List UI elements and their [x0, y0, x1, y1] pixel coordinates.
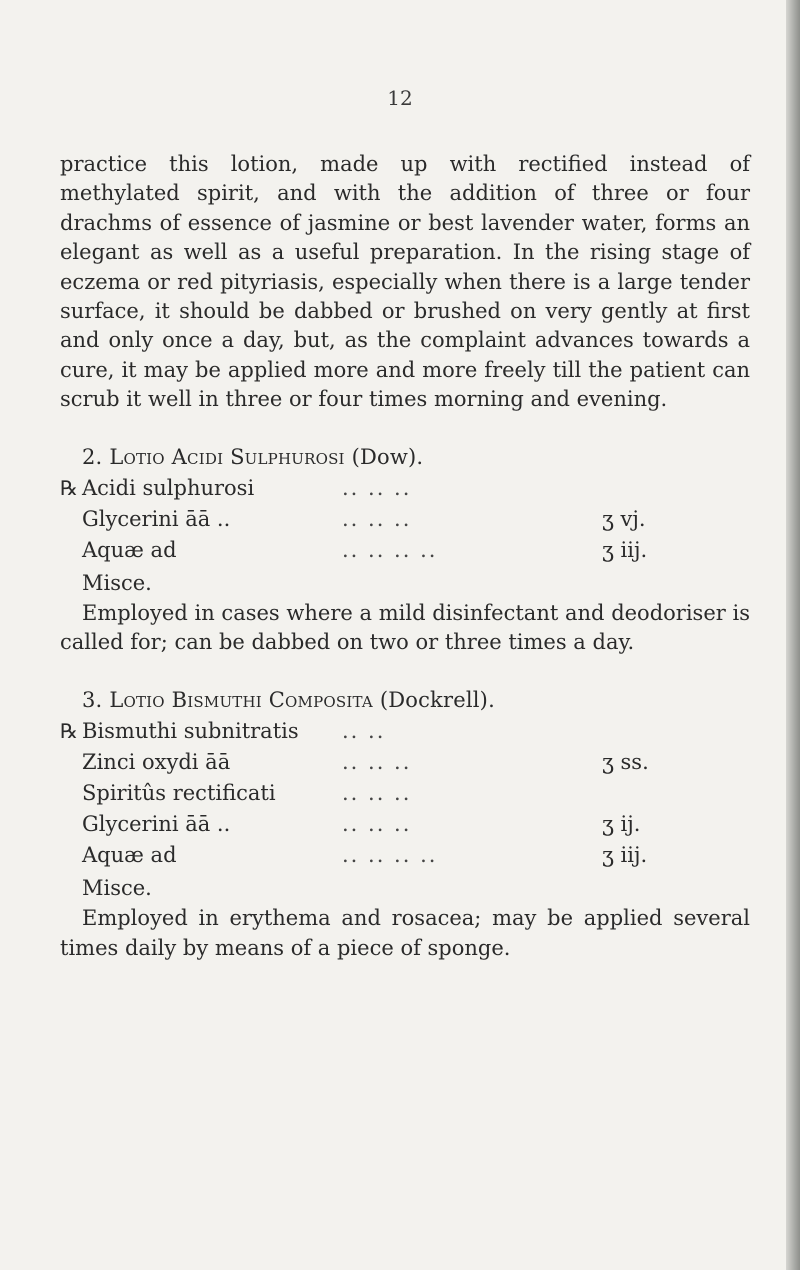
- recipe-2-title: Lotio Acidi Sulphurosi: [109, 444, 345, 469]
- ingredient-qty: ʒ iij.: [602, 538, 648, 563]
- ingredient-row: [60, 505, 750, 536]
- ingredient-name: Bismuthi subnitratis: [82, 719, 299, 744]
- misce-instruction: Misce.: [82, 876, 152, 901]
- recipe-3-author: (Dockrell).: [379, 687, 495, 712]
- misce-instruction: Misce.: [82, 571, 152, 596]
- recipe-2-ingredients: [60, 474, 750, 599]
- ingredient-leader: .. .. ..: [342, 476, 412, 501]
- page-body: [60, 150, 750, 963]
- ingredient-leader: .. ..: [342, 719, 386, 744]
- ingredient-name: Glycerini āā ..: [82, 507, 231, 532]
- ingredient-row: [60, 536, 750, 567]
- ingredient-row: [60, 841, 750, 872]
- ingredient-row: [60, 779, 750, 810]
- ingredient-row: [60, 748, 750, 779]
- page-number: 12: [387, 86, 413, 110]
- recipe-3-note: Employed in erythema and rosacea; may be applied several times daily by means of a piece of sponge.: [60, 906, 750, 960]
- ingredient-leader: .. .. ..: [342, 781, 412, 806]
- recipe-3-ingredients: [60, 717, 750, 904]
- ingredient-name: Acidi sulphurosi: [82, 476, 255, 501]
- ingredient-name: Glycerini āā ..: [82, 812, 231, 837]
- ingredient-name: Aquæ ad: [82, 538, 177, 563]
- ingredient-qty: ʒ ss.: [602, 750, 649, 775]
- recipe-2-number: 2.: [82, 444, 103, 469]
- ingredient-qty: ʒ ij.: [602, 812, 641, 837]
- ingredient-qty: ʒ vj.: [602, 507, 646, 532]
- ingredient-name: Spiritûs rectificati: [82, 781, 276, 806]
- ingredient-qty: ʒ iij.: [602, 843, 648, 868]
- rx-icon: ℞: [60, 476, 78, 501]
- recipe-2-author: (Dow).: [351, 444, 424, 469]
- ingredient-leader: .. .. ..: [342, 750, 412, 775]
- recipe-2-heading: [60, 443, 750, 472]
- recipe-3-heading: [60, 686, 750, 715]
- rx-icon: ℞: [60, 719, 78, 744]
- recipe-2-note: Employed in cases where a mild disinfectant and deodoriser is called for; can be dabbed on two or three times a day.: [60, 601, 750, 655]
- ingredient-row: [60, 474, 750, 505]
- ingredient-leader: .. .. .. ..: [342, 538, 438, 563]
- ingredient-leader: .. .. .. ..: [342, 843, 438, 868]
- recipe-3-title: Lotio Bismuthi Composita: [109, 687, 373, 712]
- page-edge: [786, 0, 800, 1270]
- ingredient-name: Aquæ ad: [82, 843, 177, 868]
- ingredient-leader: .. .. ..: [342, 507, 412, 532]
- ingredient-name: Zinci oxydi āā: [82, 750, 231, 775]
- ingredient-row: [60, 810, 750, 841]
- intro-paragraph: practice this lotion, made up with rectified instead of methylated spirit, and with the addition of three or four drachms of essence of jasmine or best lavender water, forms an elegant as well as a useful preparation. In the rising stage of eczema or red pityriasis, especially when there is a large tender surface, it should be dabbed or brushed on very gently at first and only once a day, but, as the complaint advances towards a cure, it may be applied more and more freely till the patient can scrub it well in three or four times morning and evening.: [60, 152, 750, 412]
- ingredient-leader: .. .. ..: [342, 812, 412, 837]
- recipe-3-number: 3.: [82, 687, 103, 712]
- ingredient-row: [60, 717, 750, 748]
